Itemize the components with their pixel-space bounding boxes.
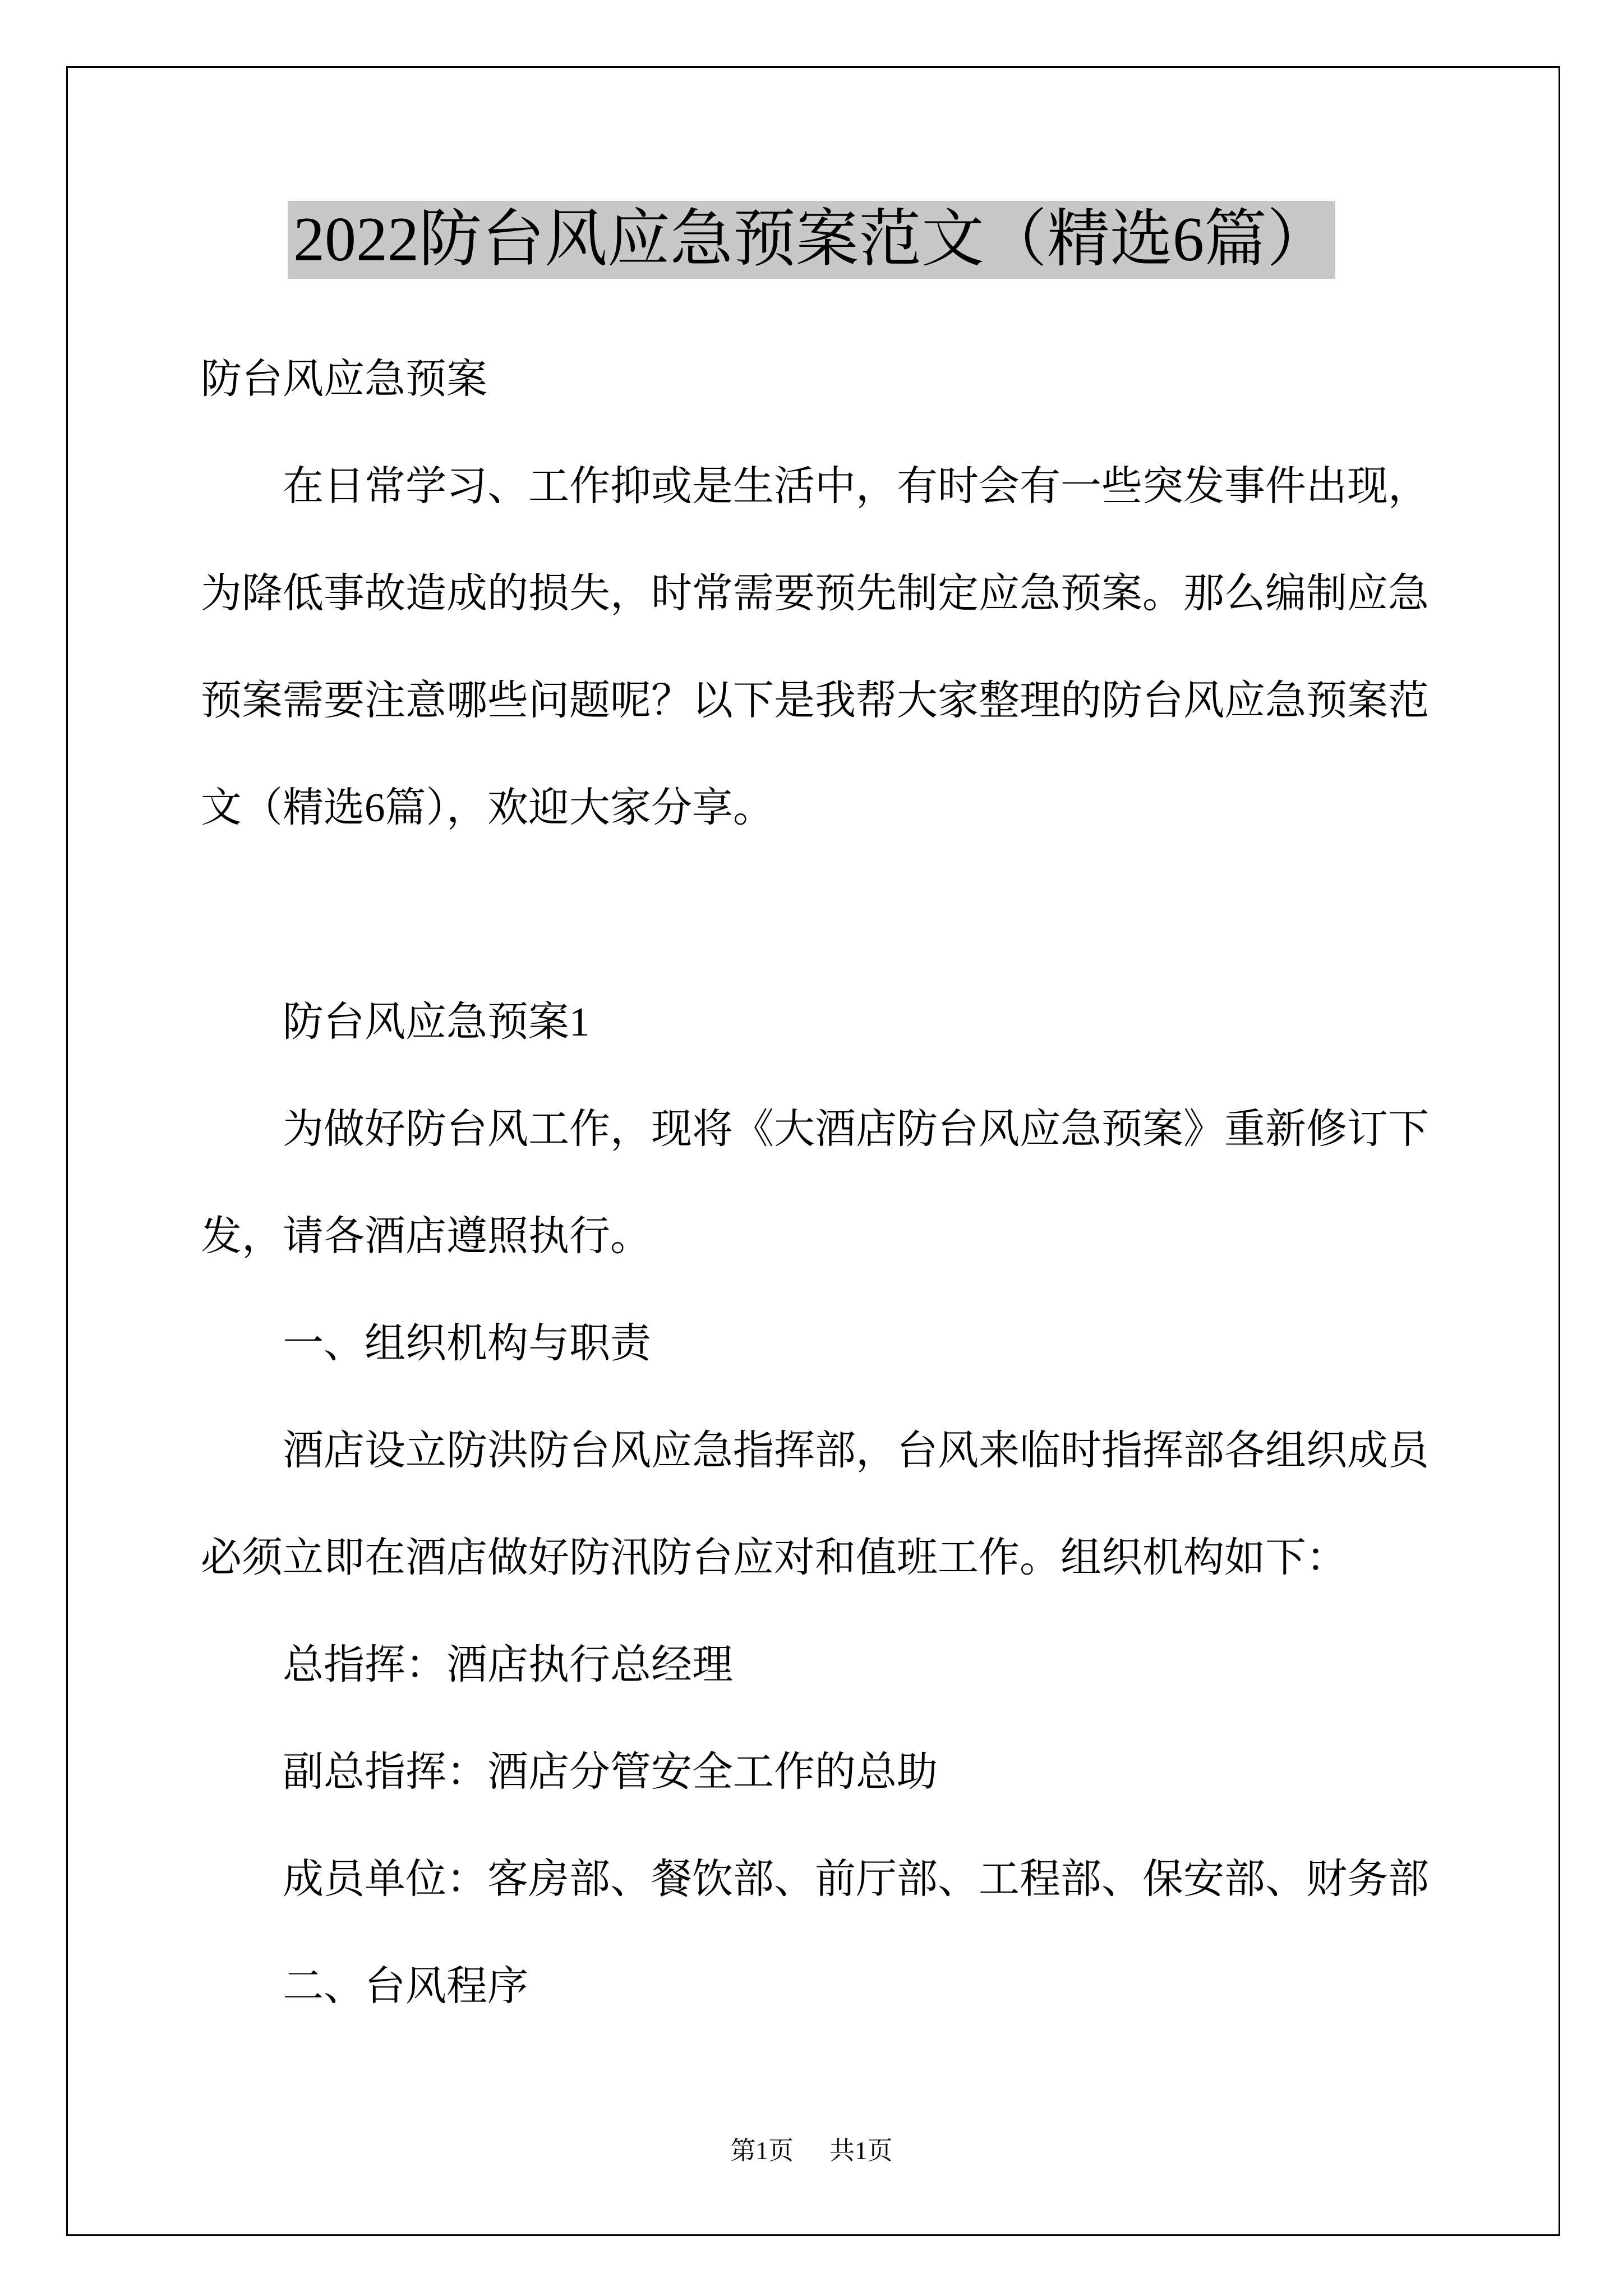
total-pages: 共1页 [829, 2137, 893, 2165]
part-one-heading: 一、组织机构与职责 [283, 1320, 651, 1366]
section-title: 防台风应急预案1 [283, 999, 590, 1045]
paragraph-line: 为做好防台风工作，现将《大酒店防台风应急预案》重新修订下 [283, 1106, 1429, 1152]
part-two-heading: 二、台风程序 [283, 1963, 528, 2009]
member-units-line: 成员单位：客房部、餐饮部、前厅部、工程部、保安部、财务部 [283, 1856, 1429, 1902]
notice-paragraph [201, 1075, 1435, 1290]
paragraph-line: 酒店设立防洪防台风应急指挥部，台风来临时指挥部各组织成员 [283, 1428, 1429, 1473]
document-title-wrapper [0, 201, 1623, 279]
paragraph-line: 文（精选6篇），欢迎大家分享。 [201, 785, 774, 830]
page-footer [0, 2134, 1623, 2168]
page-number: 第1页 [730, 2137, 794, 2165]
deputy-commander-line: 副总指挥：酒店分管安全工作的总助 [283, 1749, 938, 1795]
document-title: 2022防台风应急预案范文（精选6篇） [288, 201, 1335, 279]
paragraph-line: 预案需要注意哪些问题呢？以下是我帮大家整理的防台风应急预案范 [201, 678, 1429, 723]
intro-paragraph [201, 432, 1435, 861]
commander-line: 总指挥：酒店执行总经理 [283, 1642, 733, 1687]
blank-line [201, 861, 1435, 968]
paragraph-line: 必须立即在酒店做好防汛防台应对和值班工作。组织机构如下： [201, 1535, 1347, 1580]
paragraph-line: 为降低事故造成的损失，时常需要预先制定应急预案。那么编制应急 [201, 570, 1429, 616]
document-heading: 防台风应急预案 [201, 356, 487, 402]
document-body [201, 325, 1435, 2040]
paragraph-line: 在日常学习、工作抑或是生活中，有时会有一些突发事件出现， [283, 463, 1429, 509]
paragraph-line: 发，请各酒店遵照执行。 [201, 1213, 651, 1259]
part-one-paragraph [201, 1397, 1435, 1611]
